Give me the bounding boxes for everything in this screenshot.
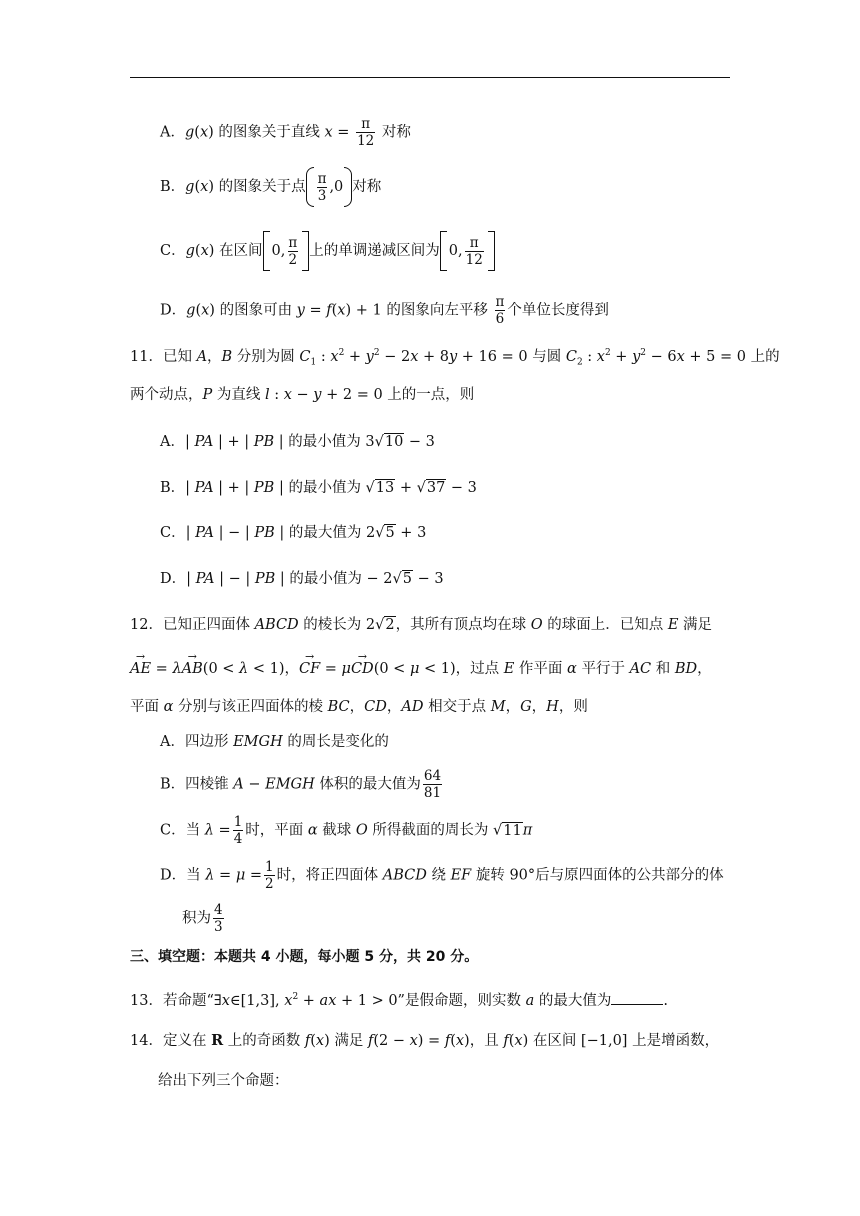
q10-option-b: B．g(x) 的图象关于点 $\frac{\pi}{3}$ ,0 对称 (160, 167, 381, 207)
q10-option-c: C．g(x) 在区间 0, $\frac{\pi}{2}$ 上的单调递减区间为 0, $\frac{\pi}{12}$ (160, 231, 495, 271)
q13-text: 13．若命题“∃x∈[1,3], $x^2$ + ax + 1 > 0”是假命题，则实数 a 的最大值为 . (130, 987, 668, 1011)
q10-option-d: D．g(x) 的图象可由 y = f(x) + 1 的图象向左平移 $\frac{\pi}{6}$ 个单位长度得到 (160, 294, 609, 327)
q12-option-a: A．四边形 EMGH 的周长是变化的 (160, 734, 389, 750)
q11-option-a: A．| PA | + | PB | 的最小值为 3√10 − 3 (160, 434, 435, 450)
q12-option-c: C．当 λ = $\frac{1}{4}$ 时，平面 α 截球 O 所得截面的周长为 √11π (160, 814, 533, 847)
q12-option-d-line2: 积为 $\frac{4}{3}$ (182, 902, 223, 935)
q11-option-b: B．| PA | + | PB | 的最小值为 √13 + √37 − 3 (160, 480, 477, 496)
q14-stem-line1: 14．定义在 R 上的奇函数 f(x) 满足 f(2 − x) = f(x)，且 f(x) 在区间 [−1,0] 上是增函数， (130, 1032, 720, 1049)
header-rule (130, 77, 730, 78)
q11-stem-line1: 11．已知 A，B 分别为圆 $C_1$ : $x^2 + y^2 - 2x + 8y + 16 = 0$ 与圆 $C_2$ : $x^2 + y^2 - 6x + 5 = 0$ 上的 (130, 348, 780, 368)
q11-option-c: C．| PA | − | PB | 的最大值为 2√5 + 3 (160, 525, 427, 541)
section-3-heading: 三、填空题：本题共 4 小题，每小题 5 分，共 20 分。 (130, 949, 479, 965)
q12-stem-line2: AE → = λAB →(0 < λ < 1)，CF → = μCD →(0 < μ < 1)，过点 E 作平面 α 平行于 AC 和 BD， (130, 659, 712, 679)
q11-stem-line2: 两个动点，P 为直线 l : x − y + 2 = 0 上的一点，则 (130, 387, 475, 403)
q12-stem-line1: 12．已知正四面体 ABCD 的棱长为 2√2，其所有顶点均在球 O 的球面上．已知点 E 满足 (130, 617, 713, 633)
q14-stem-line2: 给出下列三个命题： (158, 1073, 289, 1089)
q11-option-d: D．| PA | − | PB | 的最小值为 − 2√5 − 3 (160, 571, 444, 587)
q10-option-a: A．g(x) 的图象关于直线 x = $\frac{\pi}{12}$ 对称 (160, 116, 411, 149)
q12-option-b: B．四棱锥 A − EMGH 体积的最大值为 $\frac{64}{81}$ (160, 768, 442, 801)
q12-stem-line3: 平面 α 分别与该正四面体的棱 BC，CD，AD 相交于点 M，G，H，则 (130, 699, 588, 715)
answer-blank[interactable] (611, 990, 663, 1005)
q12-option-d-line1: D．当 λ = μ = $\frac{1}{2}$ 时，将正四面体 ABCD 绕 EF 旋转 90°后与原四面体的公共部分的体 (160, 859, 724, 892)
